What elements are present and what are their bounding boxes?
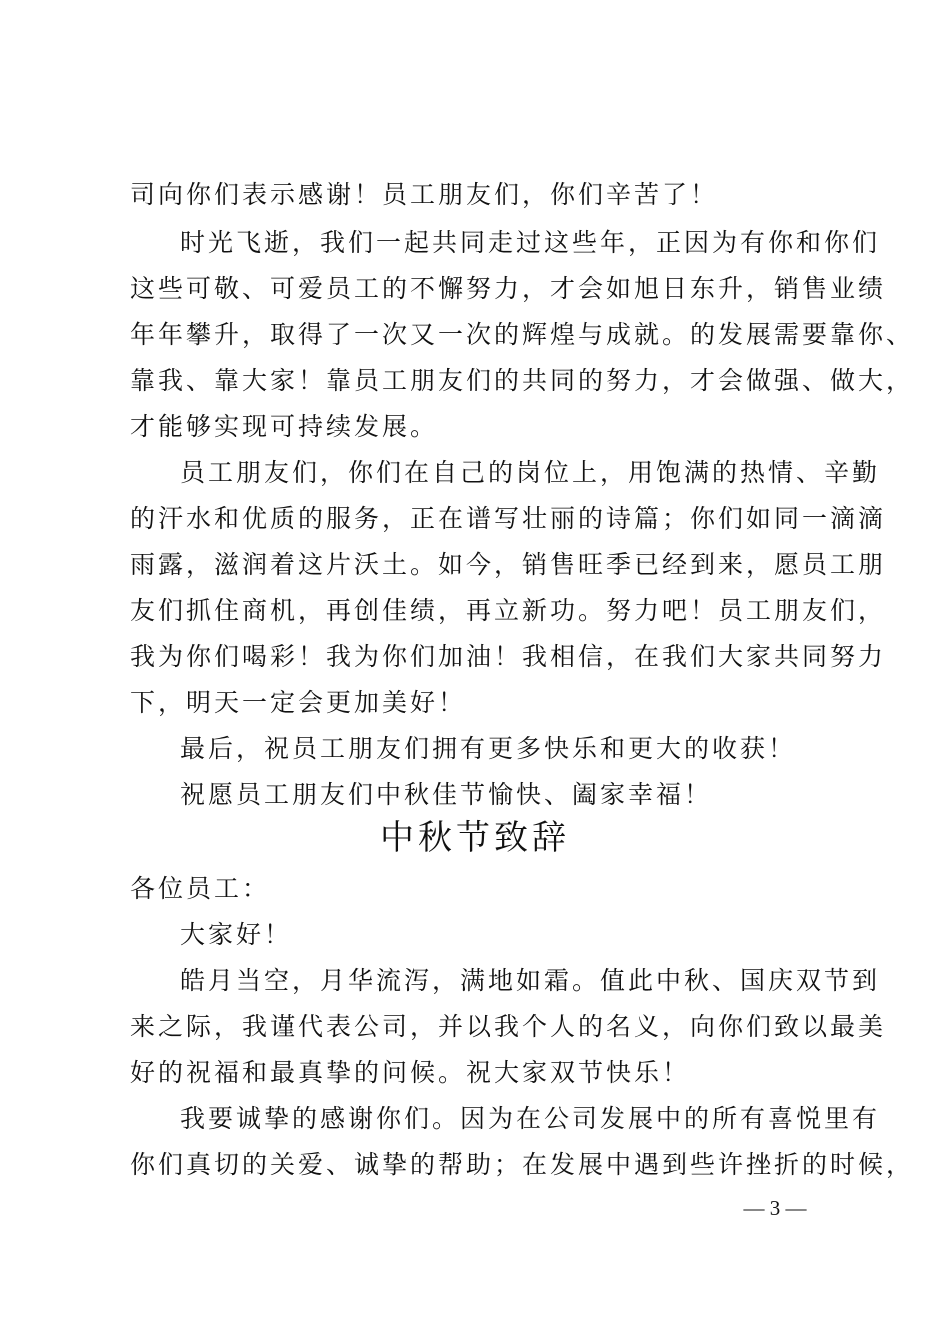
section-title: 中秋节致辞 bbox=[380, 818, 570, 858]
text-line: 才能够实现可持续发展。 bbox=[130, 412, 439, 441]
text-line: 年年攀升，取得了一次又一次的辉煌与成就。的发展需要靠你、 bbox=[130, 320, 915, 349]
text-line: 最后，祝员工朋友们拥有更多快乐和更大的收获！ bbox=[180, 734, 797, 763]
text-line: 好的祝福和最真挚的问候。祝大家双节快乐！ bbox=[130, 1058, 691, 1087]
text-line: 的汗水和优质的服务，正在谱写壮丽的诗篇；你们如同一滴滴 bbox=[130, 504, 887, 533]
text-line: 皓月当空，月华流泻，满地如霜。值此中秋、国庆双节到 bbox=[180, 966, 881, 995]
text-line: 员工朋友们，你们在自己的岗位上，用饱满的热情、辛勤 bbox=[180, 458, 881, 487]
page-number: — 3 — bbox=[743, 1196, 807, 1220]
text-line: 雨露，滋润着这片沃土。如今，销售旺季已经到来，愿员工朋 bbox=[130, 550, 887, 579]
text-line: 司向你们表示感谢！员工朋友们，你们辛苦了！ bbox=[130, 180, 719, 209]
text-line: 这些可敬、可爱员工的不懈努力，才会如旭日东升，销售业绩 bbox=[130, 274, 887, 303]
text-line: 我为你们喝彩！我为你们加油！我相信，在我们大家共同努力 bbox=[130, 642, 887, 671]
text-line: 下，明天一定会更加美好！ bbox=[130, 688, 467, 717]
text-line: 时光飞逝，我们一起共同走过这些年，正因为有你和你们 bbox=[180, 228, 881, 257]
text-line: 我要诚挚的感谢你们。因为在公司发展中的所有喜悦里有 bbox=[180, 1104, 881, 1133]
greeting: 大家好！ bbox=[180, 920, 293, 949]
text-line: 你们真切的关爱、诚挚的帮助；在发展中遇到些许挫折的时候， bbox=[130, 1150, 915, 1179]
salutation: 各位员工： bbox=[130, 874, 271, 903]
text-line: 来之际，我谨代表公司，并以我个人的名义，向你们致以最美 bbox=[130, 1012, 887, 1041]
text-line: 靠我、靠大家！靠员工朋友们的共同的努力，才会做强、做大， bbox=[130, 366, 915, 395]
text-line: 祝愿员工朋友们中秋佳节愉快、阖家幸福！ bbox=[180, 780, 713, 809]
text-line: 友们抓住商机，再创佳绩，再立新功。努力吧！员工朋友们， bbox=[130, 596, 887, 625]
